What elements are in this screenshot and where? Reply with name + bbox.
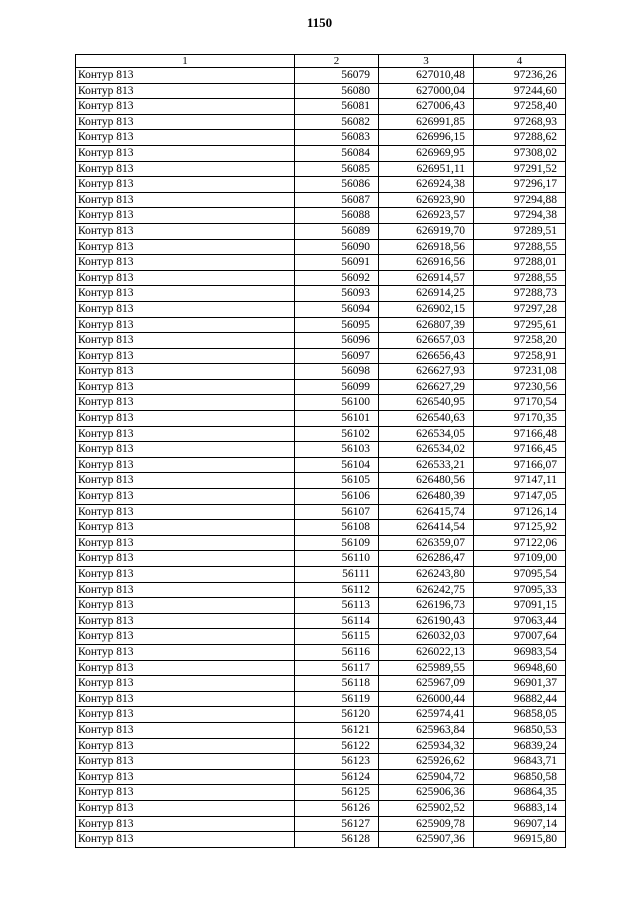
contour-name-cell: Контур 813: [76, 582, 295, 598]
table-row: [76, 644, 566, 660]
x-coordinate-cell: 625906,36: [379, 785, 474, 801]
y-coordinate-cell: 97296,17: [474, 177, 566, 193]
y-coordinate-cell: 96901,37: [474, 676, 566, 692]
x-coordinate-cell: 627006,43: [379, 99, 474, 115]
y-coordinate-cell: 97288,73: [474, 286, 566, 302]
table-header: [76, 55, 566, 68]
point-number-cell: 56111: [295, 567, 379, 583]
contour-name-cell: Контур 813: [76, 489, 295, 505]
x-coordinate-cell: 626919,70: [379, 223, 474, 239]
contour-name-cell: Контур 813: [76, 286, 295, 302]
point-number-cell: 56114: [295, 613, 379, 629]
contour-name-cell: Контур 813: [76, 691, 295, 707]
point-number-cell: 56091: [295, 255, 379, 271]
table-row: [76, 676, 566, 692]
x-coordinate-cell: 626480,56: [379, 473, 474, 489]
page-number: 1150: [306, 15, 333, 30]
x-coordinate-cell: 626534,05: [379, 426, 474, 442]
point-number-cell: 56127: [295, 816, 379, 832]
column-header: 2: [295, 55, 379, 68]
x-coordinate-cell: 626969,95: [379, 145, 474, 161]
y-coordinate-cell: 97244,60: [474, 83, 566, 99]
contour-name-cell: Контур 813: [76, 270, 295, 286]
table-row: [76, 426, 566, 442]
table-row: [76, 442, 566, 458]
contour-name-cell: Контур 813: [76, 800, 295, 816]
x-coordinate-cell: 626022,13: [379, 644, 474, 660]
x-coordinate-cell: 626414,54: [379, 520, 474, 536]
y-coordinate-cell: 97166,07: [474, 457, 566, 473]
x-coordinate-cell: 626902,15: [379, 301, 474, 317]
header-row: [76, 55, 566, 68]
y-coordinate-cell: 97166,45: [474, 442, 566, 458]
contour-name-cell: Контур 813: [76, 754, 295, 770]
point-number-cell: 56105: [295, 473, 379, 489]
y-coordinate-cell: 97063,44: [474, 613, 566, 629]
table-row: [76, 83, 566, 99]
table-row: [76, 722, 566, 738]
point-number-cell: 56116: [295, 644, 379, 660]
y-coordinate-cell: 96915,80: [474, 832, 566, 848]
point-number-cell: 56082: [295, 114, 379, 130]
table-row: [76, 208, 566, 224]
point-number-cell: 56115: [295, 629, 379, 645]
contour-name-cell: Контур 813: [76, 816, 295, 832]
x-coordinate-cell: 626415,74: [379, 504, 474, 520]
table-row: [76, 598, 566, 614]
point-number-cell: 56110: [295, 551, 379, 567]
point-number-cell: 56093: [295, 286, 379, 302]
table-row: [76, 255, 566, 271]
point-number-cell: 56118: [295, 676, 379, 692]
table-row: [76, 270, 566, 286]
contour-name-cell: Контур 813: [76, 223, 295, 239]
contour-name-cell: Контур 813: [76, 832, 295, 848]
table-row: [76, 239, 566, 255]
table-row: [76, 130, 566, 146]
table-row: [76, 691, 566, 707]
y-coordinate-cell: 97125,92: [474, 520, 566, 536]
x-coordinate-cell: 625926,62: [379, 754, 474, 770]
x-coordinate-cell: 626359,07: [379, 535, 474, 551]
table-row: [76, 613, 566, 629]
x-coordinate-cell: 626657,03: [379, 333, 474, 349]
table-row: [76, 629, 566, 645]
y-coordinate-cell: 97297,28: [474, 301, 566, 317]
x-coordinate-cell: 626923,57: [379, 208, 474, 224]
table-row: [76, 286, 566, 302]
x-coordinate-cell: 626533,21: [379, 457, 474, 473]
y-coordinate-cell: 97147,11: [474, 473, 566, 489]
contour-name-cell: Контур 813: [76, 411, 295, 427]
point-number-cell: 56094: [295, 301, 379, 317]
y-coordinate-cell: 96883,14: [474, 800, 566, 816]
table-row: [76, 800, 566, 816]
x-coordinate-cell: 627010,48: [379, 68, 474, 84]
contour-name-cell: Контур 813: [76, 722, 295, 738]
table-row: [76, 785, 566, 801]
x-coordinate-cell: 625989,55: [379, 660, 474, 676]
point-number-cell: 56080: [295, 83, 379, 99]
y-coordinate-cell: 97294,38: [474, 208, 566, 224]
table-row: [76, 364, 566, 380]
table-row: [76, 114, 566, 130]
column-header: 3: [379, 55, 474, 68]
table-row: [76, 411, 566, 427]
table-row: [76, 223, 566, 239]
point-number-cell: 56126: [295, 800, 379, 816]
contour-name-cell: Контур 813: [76, 551, 295, 567]
y-coordinate-cell: 96839,24: [474, 738, 566, 754]
x-coordinate-cell: 626916,56: [379, 255, 474, 271]
y-coordinate-cell: 97258,91: [474, 348, 566, 364]
x-coordinate-cell: 625907,36: [379, 832, 474, 848]
x-coordinate-cell: 626540,63: [379, 411, 474, 427]
point-number-cell: 56108: [295, 520, 379, 536]
table-row: [76, 769, 566, 785]
table-row: [76, 660, 566, 676]
y-coordinate-cell: 96948,60: [474, 660, 566, 676]
y-coordinate-cell: 97091,15: [474, 598, 566, 614]
point-number-cell: 56123: [295, 754, 379, 770]
contour-name-cell: Контур 813: [76, 192, 295, 208]
x-coordinate-cell: 626196,73: [379, 598, 474, 614]
contour-name-cell: Контур 813: [76, 130, 295, 146]
y-coordinate-cell: 96907,14: [474, 816, 566, 832]
contour-name-cell: Контур 813: [76, 738, 295, 754]
y-coordinate-cell: 97122,06: [474, 535, 566, 551]
y-coordinate-cell: 96983,54: [474, 644, 566, 660]
x-coordinate-cell: 626480,39: [379, 489, 474, 505]
y-coordinate-cell: 97288,01: [474, 255, 566, 271]
y-coordinate-cell: 97308,02: [474, 145, 566, 161]
y-coordinate-cell: 97295,61: [474, 317, 566, 333]
contour-name-cell: Контур 813: [76, 255, 295, 271]
y-coordinate-cell: 97166,48: [474, 426, 566, 442]
contour-name-cell: Контур 813: [76, 473, 295, 489]
contour-name-cell: Контур 813: [76, 629, 295, 645]
x-coordinate-cell: 626190,43: [379, 613, 474, 629]
table-row: [76, 551, 566, 567]
y-coordinate-cell: 97231,08: [474, 364, 566, 380]
point-number-cell: 56079: [295, 68, 379, 84]
y-coordinate-cell: 97288,55: [474, 270, 566, 286]
point-number-cell: 56106: [295, 489, 379, 505]
x-coordinate-cell: 625904,72: [379, 769, 474, 785]
y-coordinate-cell: 97230,56: [474, 379, 566, 395]
point-number-cell: 56086: [295, 177, 379, 193]
table-row: [76, 520, 566, 536]
y-coordinate-cell: 96843,71: [474, 754, 566, 770]
contour-name-cell: Контур 813: [76, 317, 295, 333]
x-coordinate-cell: 625909,78: [379, 816, 474, 832]
x-coordinate-cell: 626243,80: [379, 567, 474, 583]
contour-name-cell: Контур 813: [76, 426, 295, 442]
x-coordinate-cell: 626656,43: [379, 348, 474, 364]
y-coordinate-cell: 97291,52: [474, 161, 566, 177]
contour-name-cell: Контур 813: [76, 598, 295, 614]
point-number-cell: 56120: [295, 707, 379, 723]
y-coordinate-cell: 97288,55: [474, 239, 566, 255]
contour-name-cell: Контур 813: [76, 364, 295, 380]
contour-name-cell: Контур 813: [76, 333, 295, 349]
table-row: [76, 145, 566, 161]
x-coordinate-cell: 626627,29: [379, 379, 474, 395]
table-row: [76, 395, 566, 411]
contour-name-cell: Контур 813: [76, 613, 295, 629]
contour-name-cell: Контур 813: [76, 395, 295, 411]
point-number-cell: 56092: [295, 270, 379, 286]
x-coordinate-cell: 626923,90: [379, 192, 474, 208]
x-coordinate-cell: 625963,84: [379, 722, 474, 738]
point-number-cell: 56081: [295, 99, 379, 115]
x-coordinate-cell: 626991,85: [379, 114, 474, 130]
x-coordinate-cell: 625934,32: [379, 738, 474, 754]
contour-name-cell: Контур 813: [76, 114, 295, 130]
y-coordinate-cell: 97109,00: [474, 551, 566, 567]
point-number-cell: 56104: [295, 457, 379, 473]
table-row: [76, 192, 566, 208]
contour-name-cell: Контур 813: [76, 348, 295, 364]
table-body: [76, 68, 566, 848]
y-coordinate-cell: 97170,54: [474, 395, 566, 411]
x-coordinate-cell: 626914,57: [379, 270, 474, 286]
point-number-cell: 56112: [295, 582, 379, 598]
x-coordinate-cell: 626996,15: [379, 130, 474, 146]
contour-name-cell: Контур 813: [76, 208, 295, 224]
point-number-cell: 56103: [295, 442, 379, 458]
point-number-cell: 56117: [295, 660, 379, 676]
contour-name-cell: Контур 813: [76, 239, 295, 255]
y-coordinate-cell: 97095,33: [474, 582, 566, 598]
point-number-cell: 56099: [295, 379, 379, 395]
table-row: [76, 99, 566, 115]
point-number-cell: 56125: [295, 785, 379, 801]
contour-name-cell: Контур 813: [76, 660, 295, 676]
x-coordinate-cell: 626918,56: [379, 239, 474, 255]
point-number-cell: 56095: [295, 317, 379, 333]
table-row: [76, 582, 566, 598]
point-number-cell: 56119: [295, 691, 379, 707]
y-coordinate-cell: 97126,14: [474, 504, 566, 520]
contour-name-cell: Контур 813: [76, 68, 295, 84]
contour-name-cell: Контур 813: [76, 567, 295, 583]
point-number-cell: 56087: [295, 192, 379, 208]
contour-name-cell: Контур 813: [76, 644, 295, 660]
point-number-cell: 56121: [295, 722, 379, 738]
contour-name-cell: Контур 813: [76, 379, 295, 395]
contour-name-cell: Контур 813: [76, 785, 295, 801]
x-coordinate-cell: 626534,02: [379, 442, 474, 458]
point-number-cell: 56085: [295, 161, 379, 177]
y-coordinate-cell: 96850,53: [474, 722, 566, 738]
contour-name-cell: Контур 813: [76, 520, 295, 536]
y-coordinate-cell: 97147,05: [474, 489, 566, 505]
y-coordinate-cell: 96850,58: [474, 769, 566, 785]
point-number-cell: 56089: [295, 223, 379, 239]
x-coordinate-cell: 626286,47: [379, 551, 474, 567]
x-coordinate-cell: 626924,38: [379, 177, 474, 193]
contour-name-cell: Контур 813: [76, 504, 295, 520]
x-coordinate-cell: 626807,39: [379, 317, 474, 333]
table-row: [76, 177, 566, 193]
point-number-cell: 56107: [295, 504, 379, 520]
coordinates-table: [75, 54, 566, 848]
x-coordinate-cell: 626914,25: [379, 286, 474, 302]
point-number-cell: 56128: [295, 832, 379, 848]
column-header: 1: [76, 55, 295, 68]
table-row: [76, 161, 566, 177]
y-coordinate-cell: 97236,26: [474, 68, 566, 84]
contour-name-cell: Контур 813: [76, 707, 295, 723]
table-row: [76, 333, 566, 349]
point-number-cell: 56102: [295, 426, 379, 442]
point-number-cell: 56113: [295, 598, 379, 614]
contour-name-cell: Контур 813: [76, 301, 295, 317]
y-coordinate-cell: 96858,05: [474, 707, 566, 723]
column-header: 4: [474, 55, 566, 68]
x-coordinate-cell: 626540,95: [379, 395, 474, 411]
y-coordinate-cell: 97258,20: [474, 333, 566, 349]
point-number-cell: 56122: [295, 738, 379, 754]
table-row: [76, 348, 566, 364]
table-row: [76, 473, 566, 489]
table-row: [76, 379, 566, 395]
contour-name-cell: Контур 813: [76, 442, 295, 458]
point-number-cell: 56098: [295, 364, 379, 380]
point-number-cell: 56084: [295, 145, 379, 161]
point-number-cell: 56101: [295, 411, 379, 427]
y-coordinate-cell: 97007,64: [474, 629, 566, 645]
contour-name-cell: Контур 813: [76, 161, 295, 177]
contour-name-cell: Контур 813: [76, 457, 295, 473]
table-row: [76, 816, 566, 832]
contour-name-cell: Контур 813: [76, 83, 295, 99]
point-number-cell: 56124: [295, 769, 379, 785]
point-number-cell: 56100: [295, 395, 379, 411]
table-row: [76, 489, 566, 505]
x-coordinate-cell: 626951,11: [379, 161, 474, 177]
table-row: [76, 707, 566, 723]
y-coordinate-cell: 97294,88: [474, 192, 566, 208]
table-row: [76, 754, 566, 770]
contour-name-cell: Контур 813: [76, 769, 295, 785]
x-coordinate-cell: 627000,04: [379, 83, 474, 99]
contour-name-cell: Контур 813: [76, 177, 295, 193]
y-coordinate-cell: 97289,51: [474, 223, 566, 239]
contour-name-cell: Контур 813: [76, 535, 295, 551]
x-coordinate-cell: 626032,03: [379, 629, 474, 645]
y-coordinate-cell: 97258,40: [474, 99, 566, 115]
point-number-cell: 56088: [295, 208, 379, 224]
point-number-cell: 56090: [295, 239, 379, 255]
table-row: [76, 567, 566, 583]
y-coordinate-cell: 97268,93: [474, 114, 566, 130]
y-coordinate-cell: 96864,35: [474, 785, 566, 801]
point-number-cell: 56083: [295, 130, 379, 146]
point-number-cell: 56097: [295, 348, 379, 364]
x-coordinate-cell: 625974,41: [379, 707, 474, 723]
contour-name-cell: Контур 813: [76, 145, 295, 161]
y-coordinate-cell: 97288,62: [474, 130, 566, 146]
point-number-cell: 56109: [295, 535, 379, 551]
contour-name-cell: Контур 813: [76, 99, 295, 115]
y-coordinate-cell: 97095,54: [474, 567, 566, 583]
point-number-cell: 56096: [295, 333, 379, 349]
table-row: [76, 535, 566, 551]
table-row: [76, 457, 566, 473]
table-row: [76, 301, 566, 317]
table-row: [76, 504, 566, 520]
table-row: [76, 317, 566, 333]
contour-name-cell: Контур 813: [76, 676, 295, 692]
table-row: [76, 68, 566, 84]
x-coordinate-cell: 626242,75: [379, 582, 474, 598]
x-coordinate-cell: 626627,93: [379, 364, 474, 380]
y-coordinate-cell: 96882,44: [474, 691, 566, 707]
x-coordinate-cell: 625902,52: [379, 800, 474, 816]
table-row: [76, 738, 566, 754]
x-coordinate-cell: 626000,44: [379, 691, 474, 707]
y-coordinate-cell: 97170,35: [474, 411, 566, 427]
table-row: [76, 832, 566, 848]
x-coordinate-cell: 625967,09: [379, 676, 474, 692]
